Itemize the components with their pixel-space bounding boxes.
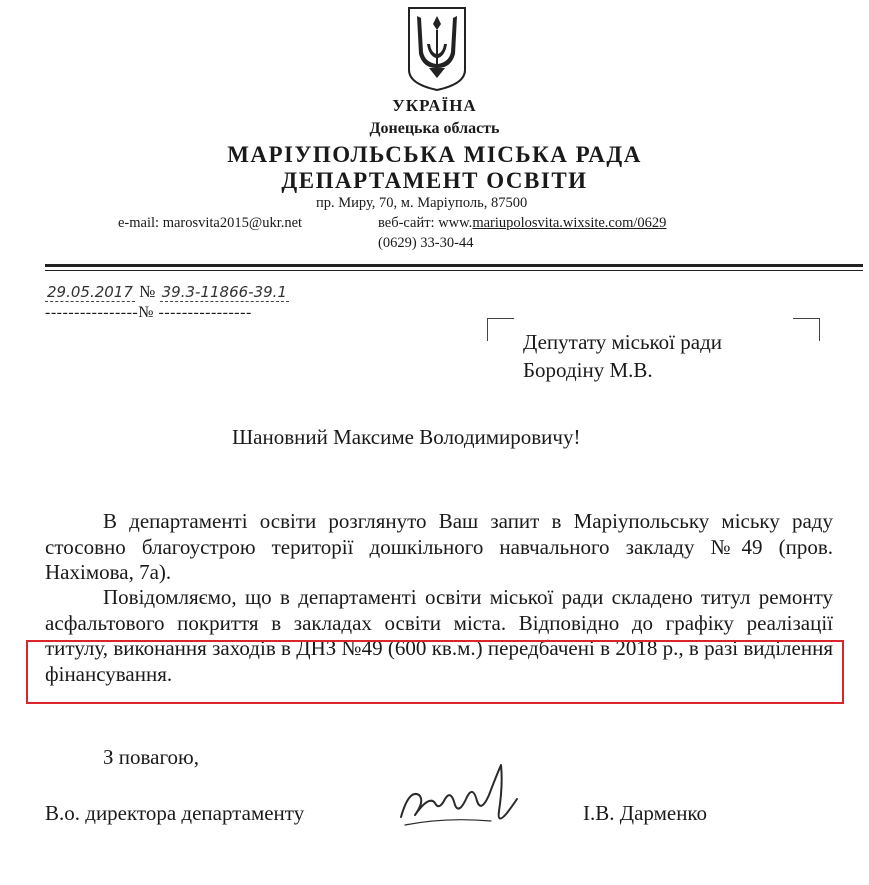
address-bracket-left — [487, 318, 514, 341]
registration-line — [45, 282, 289, 302]
website-label: веб-сайт: www. — [378, 215, 473, 231]
number-sign: № — [139, 282, 156, 301]
letterhead-phone: (0629) 33-30-44 — [378, 235, 474, 251]
reply-reference-line: ----------------№ ---------------- — [45, 304, 252, 321]
letterhead-address: пр. Миру, 70, м. Маріуполь, 87500 — [316, 195, 528, 211]
letterhead-council: МАРІУПОЛЬСЬКА МІСЬКА РАДА — [227, 142, 642, 167]
signer-name: І.В. Дарменко — [583, 801, 708, 825]
recipient-title: Депутату міської ради — [523, 330, 722, 354]
coat-of-arms-trident-icon — [405, 4, 469, 92]
header-divider-thick — [45, 264, 863, 267]
signer-position: В.о. директора департаменту — [45, 801, 305, 825]
registration-number: 39.3-11866-39.1 — [161, 283, 287, 301]
address-bracket-right — [793, 318, 820, 341]
recipient-block — [523, 328, 722, 384]
letterhead-country: УКРАЇНА — [392, 96, 477, 115]
highlight-box — [26, 640, 844, 704]
registration-date: 29.05.2017 — [47, 283, 133, 301]
header-divider-thin — [45, 270, 863, 271]
body-paragraph-2: Повідомляємо, що в департаменті освіти міської ради складено титул ремонту асфальтового покриття в закладах освіти міста. Відповідно до графіку реалізації титулу, виконання заходів в ДНЗ №49 (600 кв.м.) передбачені в 2018 р., в разі виділення фінансування. — [45, 585, 833, 686]
letterhead-website — [378, 215, 666, 232]
website-url: mariupolosvita.wixsite.com/0629 — [472, 215, 667, 231]
body-paragraph-1: В департаменті освіти розглянуто Ваш запит в Маріупольську міську раду стосовно благоустрою території дошкільного навчального закладу №49 (пров. Нахімова, 7а). — [45, 509, 833, 584]
signature-icon — [395, 755, 520, 835]
letterhead-email: e-mail: marosvita2015@ukr.net — [118, 215, 303, 231]
letterhead-department: ДЕПАРТАМЕНТ ОСВІТИ — [281, 168, 588, 193]
recipient-name: Бородіну М.В. — [523, 358, 653, 382]
letterhead-region: Донецька область — [369, 120, 500, 137]
closing-phrase: З повагою, — [103, 745, 199, 769]
salutation: Шановний Максиме Володимировичу! — [232, 425, 581, 449]
